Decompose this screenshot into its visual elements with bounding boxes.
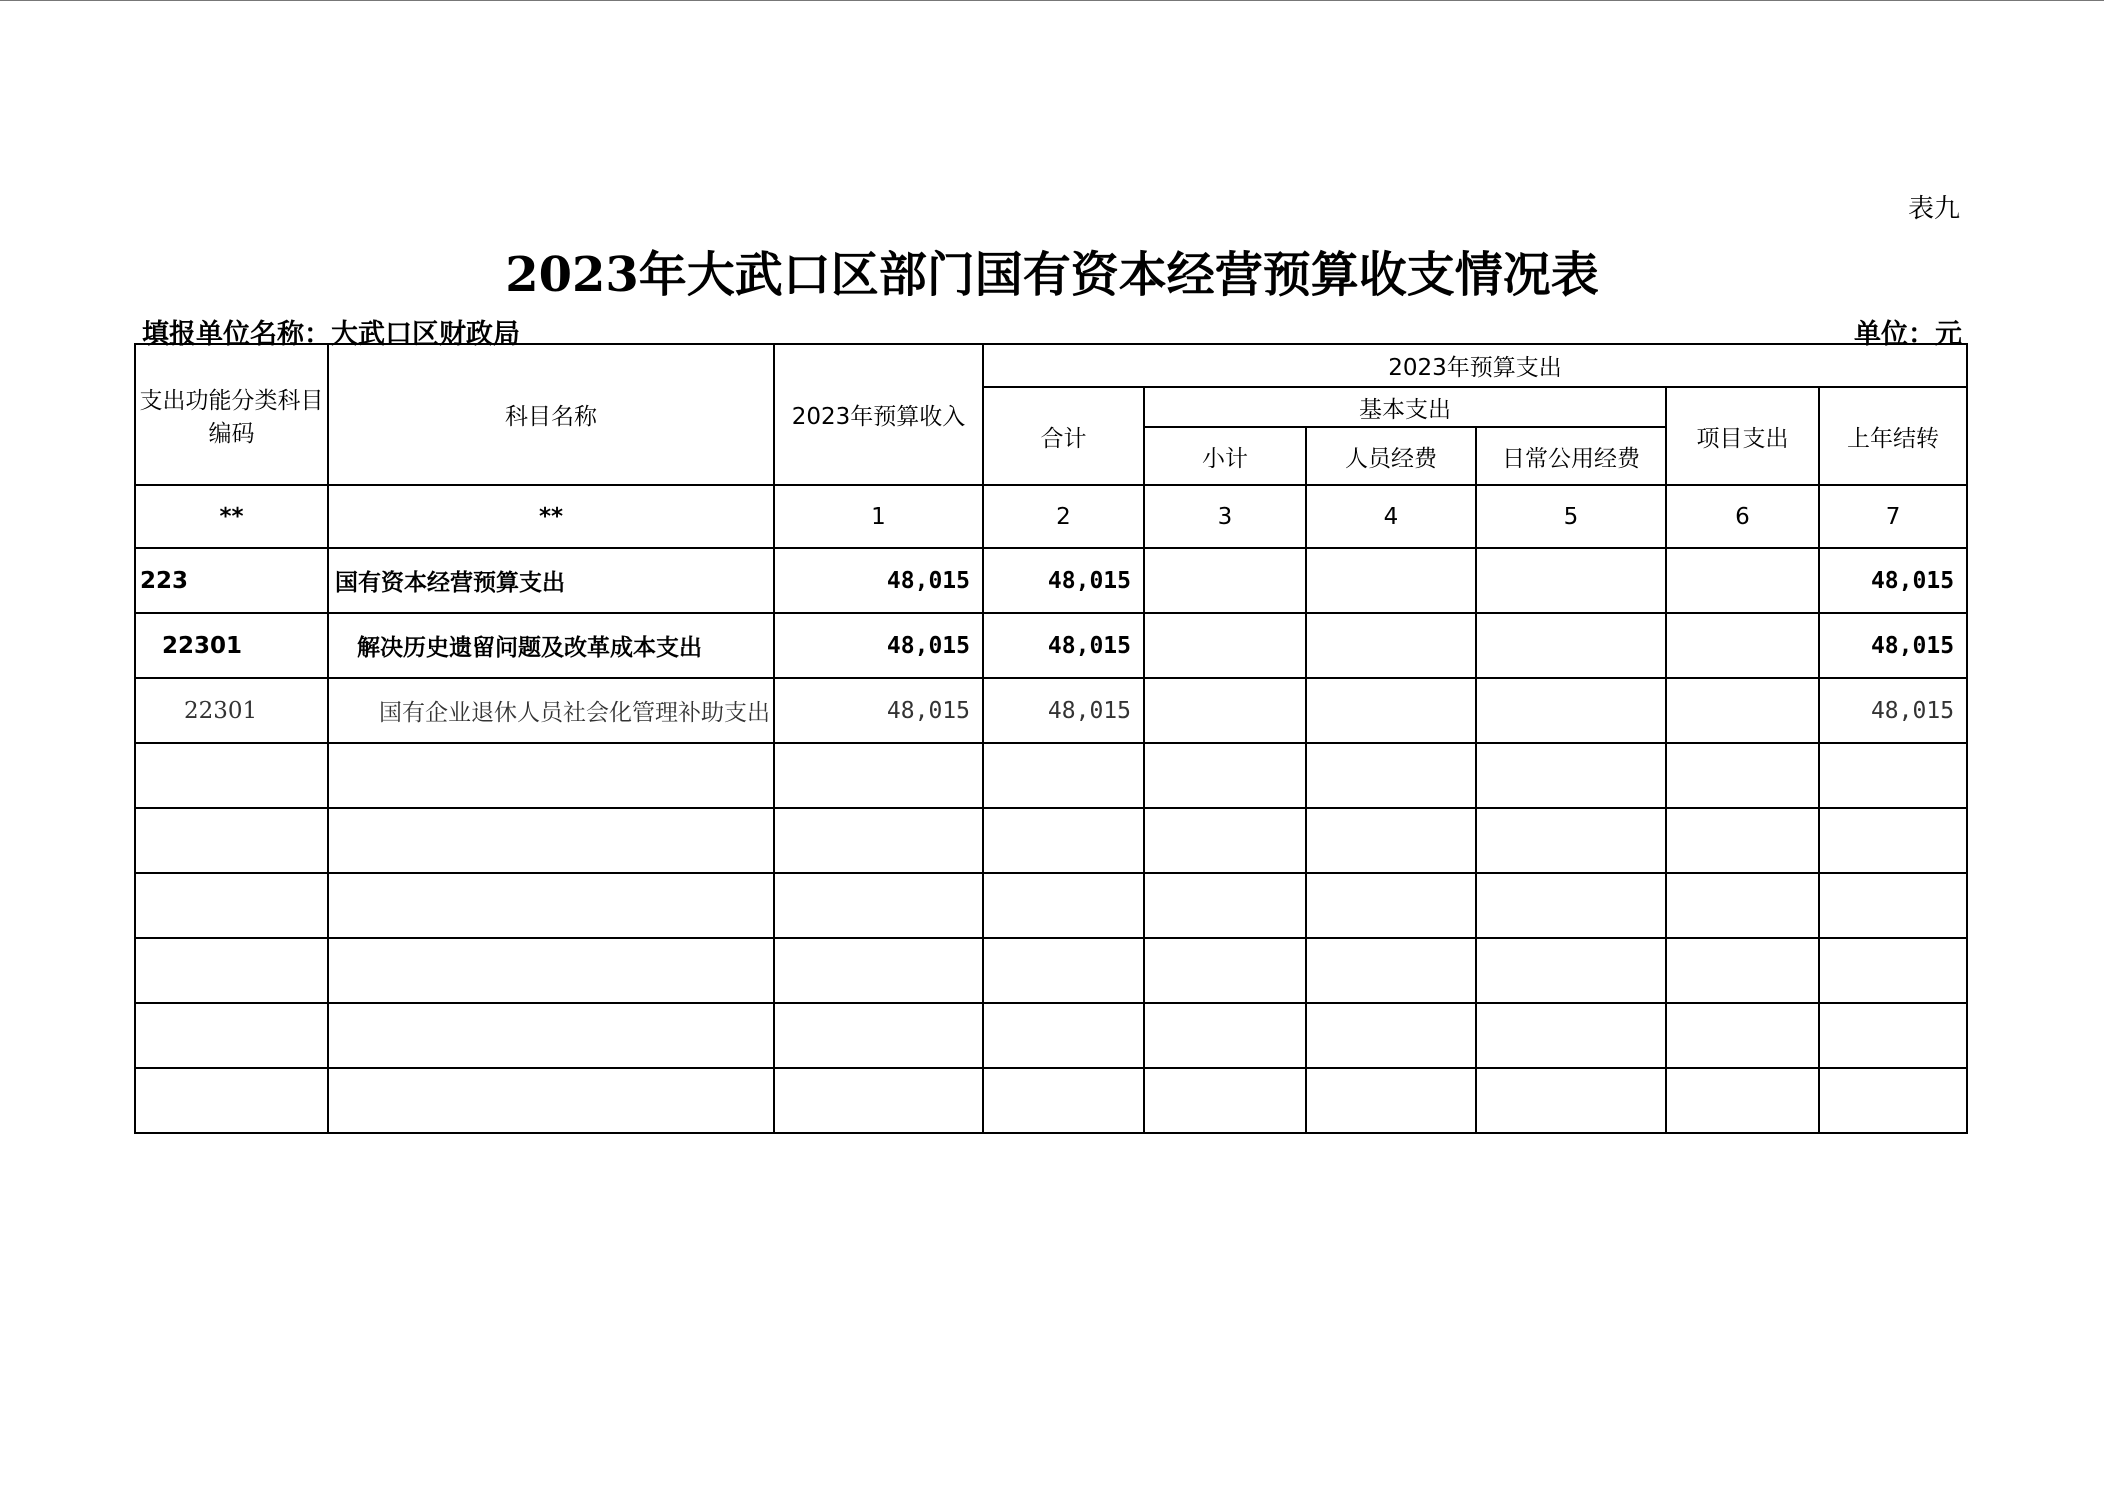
- empty-cell: [1666, 743, 1819, 808]
- empty-cell: [1476, 938, 1666, 1003]
- empty-row: [135, 743, 1967, 808]
- cell-code: 22301: [135, 678, 328, 743]
- empty-cell: [328, 743, 774, 808]
- cell-income: 48,015: [774, 678, 983, 743]
- reporting-unit: 填报单位名称：大武口区财政局: [142, 319, 520, 350]
- header-income: 2023年预算收入: [774, 344, 983, 485]
- empty-cell: [1306, 873, 1476, 938]
- empty-cell: [135, 938, 328, 1003]
- cell-daily: [1476, 678, 1666, 743]
- cell-carryover: 48,015: [1819, 613, 1967, 678]
- cell-project: [1666, 678, 1819, 743]
- cell-project: [1666, 613, 1819, 678]
- empty-cell: [328, 938, 774, 1003]
- table-row: [135, 613, 1967, 678]
- empty-cell: [1666, 808, 1819, 873]
- empty-cell: [1476, 808, 1666, 873]
- empty-cell: [774, 873, 983, 938]
- empty-cell: [135, 1003, 328, 1068]
- empty-cell: [1144, 1068, 1306, 1133]
- cell-code: 22301: [135, 613, 328, 678]
- empty-cell: [1144, 808, 1306, 873]
- empty-cell: [1306, 1068, 1476, 1133]
- budget-table: [134, 343, 1968, 1134]
- empty-cell: [328, 1068, 774, 1133]
- header-carryover: 上年结转: [1819, 387, 1967, 485]
- empty-cell: [983, 808, 1144, 873]
- cell-subtotal: [1144, 548, 1306, 613]
- header-expenditure: 2023年预算支出: [983, 344, 1967, 387]
- header-personnel: 人员经费: [1306, 427, 1476, 485]
- cell-subtotal: [1144, 613, 1306, 678]
- page-title: 2023年大武口区部门国有资本经营预算收支情况表: [505, 247, 1599, 303]
- empty-cell: [1306, 808, 1476, 873]
- cell-name: 解决历史遗留问题及改革成本支出: [328, 613, 774, 678]
- empty-cell: [1819, 743, 1967, 808]
- empty-cell: [1306, 1003, 1476, 1068]
- empty-cell: [135, 743, 328, 808]
- page-top-border: [0, 0, 2104, 1]
- index-cell: 1: [774, 485, 983, 548]
- empty-row: [135, 808, 1967, 873]
- empty-cell: [983, 1068, 1144, 1133]
- empty-row: [135, 873, 1967, 938]
- empty-cell: [1306, 743, 1476, 808]
- header-daily: 日常公用经费: [1476, 427, 1666, 485]
- empty-cell: [983, 743, 1144, 808]
- empty-cell: [135, 1068, 328, 1133]
- cell-name: 国有企业退休人员社会化管理补助支出: [328, 678, 774, 743]
- empty-cell: [1144, 873, 1306, 938]
- empty-cell: [1144, 743, 1306, 808]
- empty-cell: [1666, 1003, 1819, 1068]
- empty-cell: [328, 873, 774, 938]
- empty-row: [135, 1068, 1967, 1133]
- cell-daily: [1476, 613, 1666, 678]
- cell-income: 48,015: [774, 548, 983, 613]
- cell-total: 48,015: [983, 548, 1144, 613]
- table-number: 表九: [1907, 194, 1960, 224]
- empty-cell: [983, 1003, 1144, 1068]
- empty-cell: [1306, 938, 1476, 1003]
- empty-cell: [774, 1068, 983, 1133]
- header-subtotal: 小计: [1144, 427, 1306, 485]
- empty-cell: [1666, 873, 1819, 938]
- table-row: [135, 548, 1967, 613]
- empty-cell: [1819, 873, 1967, 938]
- empty-cell: [983, 938, 1144, 1003]
- empty-cell: [1819, 1068, 1967, 1133]
- index-row: [135, 485, 1967, 548]
- index-cell: 4: [1306, 485, 1476, 548]
- header-name: 科目名称: [328, 344, 774, 485]
- cell-income: 48,015: [774, 613, 983, 678]
- empty-cell: [1476, 873, 1666, 938]
- index-cell: 7: [1819, 485, 1967, 548]
- empty-row: [135, 1003, 1967, 1068]
- empty-cell: [1819, 938, 1967, 1003]
- empty-cell: [135, 808, 328, 873]
- empty-cell: [1476, 1003, 1666, 1068]
- index-cell: **: [328, 485, 774, 548]
- cell-personnel: [1306, 613, 1476, 678]
- header-row-1: [135, 344, 1967, 387]
- cell-carryover: 48,015: [1819, 548, 1967, 613]
- header-basic: 基本支出: [1144, 387, 1666, 427]
- header-code: 支出功能分类科目编码: [135, 344, 328, 485]
- index-cell: 6: [1666, 485, 1819, 548]
- empty-cell: [1144, 938, 1306, 1003]
- empty-cell: [1819, 808, 1967, 873]
- cell-total: 48,015: [983, 613, 1144, 678]
- empty-cell: [328, 1003, 774, 1068]
- empty-cell: [1819, 1003, 1967, 1068]
- cell-code: 223: [135, 548, 328, 613]
- header-total: 合计: [983, 387, 1144, 485]
- index-cell: **: [135, 485, 328, 548]
- index-cell: 3: [1144, 485, 1306, 548]
- empty-cell: [774, 938, 983, 1003]
- cell-personnel: [1306, 548, 1476, 613]
- empty-cell: [328, 808, 774, 873]
- empty-cell: [774, 808, 983, 873]
- empty-row: [135, 938, 1967, 1003]
- empty-cell: [1476, 1068, 1666, 1133]
- table-row: [135, 678, 1967, 743]
- cell-subtotal: [1144, 678, 1306, 743]
- empty-cell: [1144, 1003, 1306, 1068]
- index-cell: 5: [1476, 485, 1666, 548]
- cell-personnel: [1306, 678, 1476, 743]
- cell-total: 48,015: [983, 678, 1144, 743]
- currency-unit: 单位：元: [1854, 319, 1962, 350]
- empty-cell: [135, 873, 328, 938]
- empty-cell: [983, 873, 1144, 938]
- empty-cell: [1666, 1068, 1819, 1133]
- empty-cell: [1666, 938, 1819, 1003]
- empty-cell: [774, 1003, 983, 1068]
- empty-cell: [774, 743, 983, 808]
- empty-cell: [1476, 743, 1666, 808]
- cell-project: [1666, 548, 1819, 613]
- cell-name: 国有资本经营预算支出: [328, 548, 774, 613]
- index-cell: 2: [983, 485, 1144, 548]
- cell-carryover: 48,015: [1819, 678, 1967, 743]
- cell-daily: [1476, 548, 1666, 613]
- header-project: 项目支出: [1666, 387, 1819, 485]
